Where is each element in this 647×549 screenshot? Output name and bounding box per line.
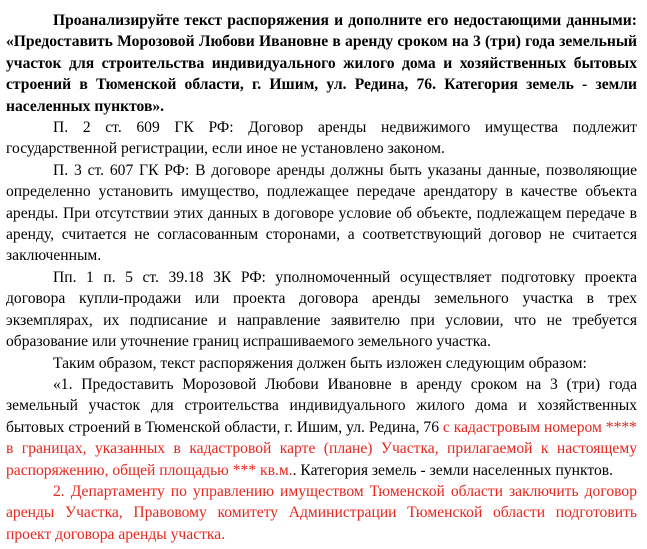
task-statement: Проанализируйте текст распоряжения и дополните его недостающими данными: «Предоставить Морозовой Любови Ивановне в аренду сроком на 3 (три) года земельный участок для строительства индивидуального жилого дома и хозяйственных бытовых строений в Тюменской области, г. Ишим, ул. Редина, 76. Категория земель - земли населенных пунктов». xyxy=(6,12,637,115)
order-item-1 xyxy=(6,374,637,481)
order-item-1-ending: . Категория земель - земли населенных пунктов. xyxy=(292,461,614,479)
law-citation-609: П. 2 ст. 609 ГК РФ: Договор аренды недвижимого имущества подлежит государственной регистрации, если иное не установлено законом. xyxy=(6,119,637,158)
order-item-2: 2. Департаменту по управлению имуществом Тюменской области заключить договор аренды Участка, Правовому комитету Администрации Тюменской области подготовить проект договора аренды участка. xyxy=(6,482,637,543)
order-item-1-text: «1. Предоставить Морозовой Любови Ивановне в аренду сроком на 3 (три) года земельный участок для строительства индивидуального жилого дома и хозяйственных бытовых строений в Тюменской области, г. Ишим, ул. Редина, 76 xyxy=(6,375,637,436)
conclusion-intro: Таким образом, текст распоряжения должен быть изложен следующим образом: xyxy=(53,354,587,372)
law-citation-39-18: Пп. 1 п. 5 ст. 39.18 ЗК РФ: уполномоченный осуществляет подготовку проекта договора купли-продажи или проекта договора аренды земельного участка в трех экземплярах, их подписание и направление заявителю при условии, что не требуется образование или уточнение границ испрашиваемого земельного участка. xyxy=(6,268,637,351)
law-citation-607: П. 3 ст. 607 ГК РФ: В договоре аренды должны быть указаны данные, позволяющие определенно установить имущество, подлежащее передаче арендатору в качестве объекта аренды. При отсутствии этих данных в договоре условие об объекте, подлежащем передаче в аренду, считается не согласованным сторонами, а соответствующий договор не считается заключенным. xyxy=(6,161,637,265)
order-item-1-added-text: с кадастровым номером **** в границах, указанных в кадастровой карте (плане) Участка, прилагаемой к настоящему распоряжению, общей площадью *** кв.м. xyxy=(6,418,637,479)
